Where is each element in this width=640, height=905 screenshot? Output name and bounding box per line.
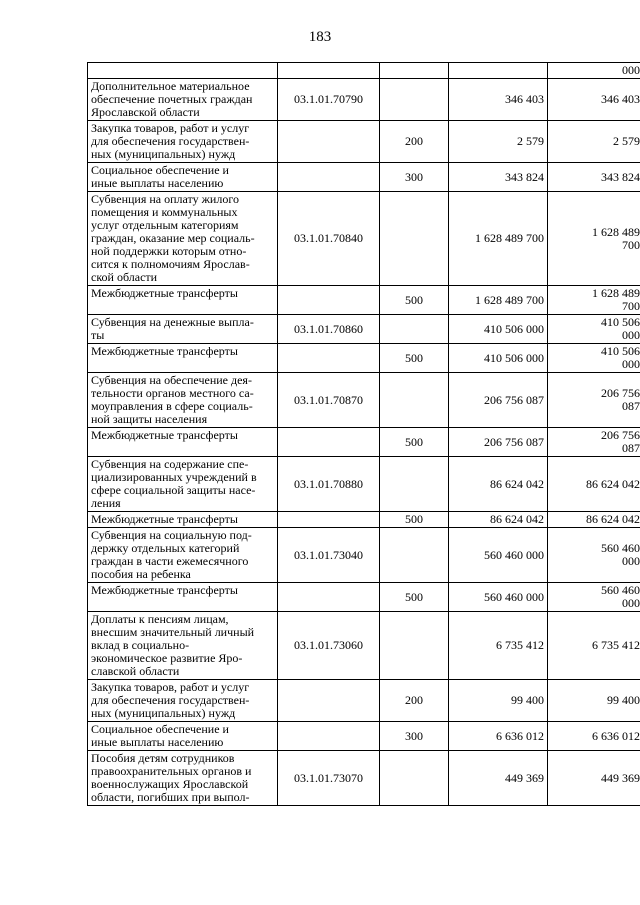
item-name-line: иные выплаты населению [91,176,224,190]
item-name-cell [88,428,278,457]
item-name-line: Закупка товаров, работ и услуг [91,121,250,135]
amount-cell-second [548,286,640,315]
target-code-cell [278,428,380,457]
target-code-cell [278,344,380,373]
table-row [88,428,640,457]
amount-line: 410 506 [601,315,640,329]
amount-line: 346 403 [601,92,640,106]
amount-cell: 86 624 042 [449,512,548,528]
item-name-line: Социальное обеспечение и [91,722,229,736]
item-name-line: сится к полномочиям Ярослав- [91,257,250,271]
item-name-cell [88,528,278,583]
item-name-cell [88,612,278,680]
amount-line: 560 460 [601,583,640,597]
amount-cell: 343 824 [449,163,548,192]
amount-cell: 449 369 [449,751,548,806]
item-name-line: Субвенция на содержание спе- [91,457,249,471]
amount-cell-second [548,428,640,457]
item-name-line: Субвенция на обеспечение дея- [91,373,252,387]
item-name-cell [88,751,278,806]
budget-table [87,62,640,806]
table-row [88,512,640,528]
amount-line: 560 460 [601,541,640,555]
item-name-line: Субвенция на оплату жилого [91,192,239,206]
amount-cell-second [548,79,640,121]
item-name-line: услуг отдельным категориям [91,218,239,232]
item-name-cell [88,344,278,373]
expense-type-cell [380,528,449,583]
amount-line: 86 624 042 [586,476,640,491]
item-name-line: Межбюджетные трансферты [91,512,238,526]
expense-type-cell: 200 [380,680,449,722]
amount-line: 000 [622,554,640,568]
expense-type-cell: 500 [380,583,449,612]
item-name-line: для обеспечения государствен- [91,693,250,707]
amount-cell: 410 506 000 [449,315,548,344]
item-name-line: граждан, оказание мер социаль- [91,231,255,245]
amount-line: 6 636 012 [592,728,640,743]
amount-cell: 1 628 489 700 [449,286,548,315]
expense-type-cell: 200 [380,121,449,163]
table-row [88,722,640,751]
target-code-cell: 03.1.01.70860 [278,315,380,344]
amount-cell-second [548,315,640,344]
item-name-cell [88,373,278,428]
expense-type-cell: 300 [380,163,449,192]
item-name-line: моуправления в сфере социаль- [91,399,253,413]
expense-type-cell: 500 [380,512,449,528]
amount-line: 6 735 412 [592,638,640,652]
item-name-line: ных (муниципальных) нужд [91,147,236,161]
item-name-line: правоохранительных органов и [91,764,252,778]
amount-cell-second [548,722,640,751]
item-name-cell [88,79,278,121]
expense-type-cell [380,751,449,806]
amount-cell [449,63,548,79]
target-code-cell: 03.1.01.73040 [278,528,380,583]
item-name-line: помещения и коммунальных [91,205,238,219]
item-name-line: области, погибших при выпол- [91,790,250,804]
amount-cell: 560 460 000 [449,528,548,583]
item-name-line: ной поддержки которым отно- [91,244,247,258]
item-name-cell [88,192,278,286]
item-name-cell [88,121,278,163]
amount-cell: 6 636 012 [449,722,548,751]
table-row [88,751,640,806]
amount-cell-second [548,457,640,512]
amount-line: 000 [622,357,640,371]
table-row [88,121,640,163]
target-code-cell: 03.1.01.70790 [278,79,380,121]
table-row [88,612,640,680]
amount-cell-second [548,121,640,163]
expense-type-cell [380,315,449,344]
amount-line: 1 628 489 [592,286,640,300]
amount-line: 2 579 [613,134,640,148]
item-name-line: иные выплаты населению [91,735,224,749]
amount-line: 700 [622,237,640,252]
expense-type-cell [380,79,449,121]
table-row [88,315,640,344]
target-code-cell [278,512,380,528]
amount-cell-second [548,528,640,583]
item-name-line: Субвенция на социальную под- [91,528,252,542]
amount-cell-second [548,192,640,286]
item-name-line: тельности органов местного са- [91,386,254,400]
budget-table-body [88,63,640,806]
expense-type-cell [380,457,449,512]
item-name-line: военнослужащих Ярославской [91,777,249,791]
amount-cell: 1 628 489 700 [449,192,548,286]
target-code-cell [278,63,380,79]
amount-cell: 86 624 042 [449,457,548,512]
item-name-line: ной защиты населения [91,412,208,426]
expense-type-cell [380,612,449,680]
amount-cell-second [548,63,640,79]
amount-line: 343 824 [601,169,640,184]
item-name-line: обеспечение почетных граждан [91,92,253,106]
expense-type-cell [380,192,449,286]
item-name-line: Доплаты к пенсиям лицам, [91,612,229,626]
amount-line: 86 624 042 [586,512,640,526]
table-row [88,680,640,722]
item-name-cell [88,315,278,344]
target-code-cell: 03.1.01.73060 [278,612,380,680]
item-name-cell [88,163,278,192]
amount-line: 1 628 489 [592,224,640,239]
amount-line: 206 756 [601,386,640,400]
item-name-line: ных (муниципальных) нужд [91,706,236,720]
item-name-cell [88,680,278,722]
item-name-line: Межбюджетные трансферты [91,583,238,597]
item-name-line: ления [91,496,121,510]
item-name-line: пособия на ребенка [91,567,191,581]
item-name-line: Ярославской области [91,105,200,119]
target-code-cell: 03.1.01.70840 [278,192,380,286]
amount-cell: 206 756 087 [449,428,548,457]
amount-cell: 560 460 000 [449,583,548,612]
amount-line: 700 [622,299,640,313]
amount-cell-second [548,612,640,680]
amount-cell-second [548,512,640,528]
amount-cell-second [548,163,640,192]
item-name-line: Субвенция на денежные выпла- [91,315,254,329]
amount-cell: 410 506 000 [449,344,548,373]
table-row [88,583,640,612]
expense-type-cell: 300 [380,722,449,751]
item-name-line: держку отдельных категорий [91,541,240,555]
item-name-line: внесшим значительный личный [91,625,255,639]
item-name-cell [88,512,278,528]
target-code-cell [278,286,380,315]
item-name-line: Социальное обеспечение и [91,163,229,177]
item-name-line: циализированных учреждений в [91,470,257,484]
expense-type-cell: 500 [380,428,449,457]
table-row [88,344,640,373]
target-code-cell: 03.1.01.70880 [278,457,380,512]
target-code-cell: 03.1.01.73070 [278,751,380,806]
amount-cell: 2 579 [449,121,548,163]
table-row [88,528,640,583]
item-name-line: Пособия детям сотрудников [91,751,235,765]
item-name-line: сфере социальной защиты насе- [91,483,256,497]
item-name-line: ской области [91,270,158,284]
amount-cell: 99 400 [449,680,548,722]
amount-cell: 6 735 412 [449,612,548,680]
table-row [88,163,640,192]
item-name-line: экономическое развитие Яро- [91,651,243,665]
item-name-cell [88,722,278,751]
amount-cell-second [548,373,640,428]
item-name-line: вклад в социально- [91,638,190,652]
amount-cell: 346 403 [449,79,548,121]
table-row [88,192,640,286]
table-row [88,63,640,79]
item-name-cell [88,457,278,512]
table-row [88,79,640,121]
expense-type-cell [380,63,449,79]
item-name-cell [88,583,278,612]
item-name-line: Межбюджетные трансферты [91,286,238,300]
target-code-cell [278,163,380,192]
item-name-cell [88,63,278,79]
amount-cell-second [548,344,640,373]
expense-type-cell [380,373,449,428]
item-name-cell [88,286,278,315]
amount-line: 000 [622,596,640,610]
amount-line: 410 506 [601,344,640,358]
item-name-line: Межбюджетные трансферты [91,428,238,442]
amount-cell: 206 756 087 [449,373,548,428]
expense-type-cell: 500 [380,344,449,373]
amount-line: 087 [622,441,640,455]
target-code-cell: 03.1.01.70870 [278,373,380,428]
target-code-cell [278,583,380,612]
amount-cell-second [548,751,640,806]
amount-cell-second [548,680,640,722]
item-name-line: для обеспечения государствен- [91,134,250,148]
amount-line: 087 [622,399,640,413]
target-code-cell [278,121,380,163]
amount-line: 99 400 [607,693,640,707]
item-name-line: ты [91,328,105,342]
target-code-cell [278,680,380,722]
amount-line: 206 756 [601,428,640,442]
amount-line: 449 369 [601,770,640,785]
item-name-line: славской области [91,664,180,678]
amount-cell-second [548,583,640,612]
amount-line: 000 [622,328,640,342]
item-name-line: граждан в части ежемесячного [91,554,249,568]
item-name-line: Межбюджетные трансферты [91,344,238,358]
page-number: 183 [308,29,332,45]
expense-type-cell: 500 [380,286,449,315]
table-row [88,373,640,428]
table-row [88,457,640,512]
amount-line: 000 [622,63,640,77]
item-name-line: Закупка товаров, работ и услуг [91,680,250,694]
item-name-line: Дополнительное материальное [91,79,250,93]
table-row [88,286,640,315]
target-code-cell [278,722,380,751]
